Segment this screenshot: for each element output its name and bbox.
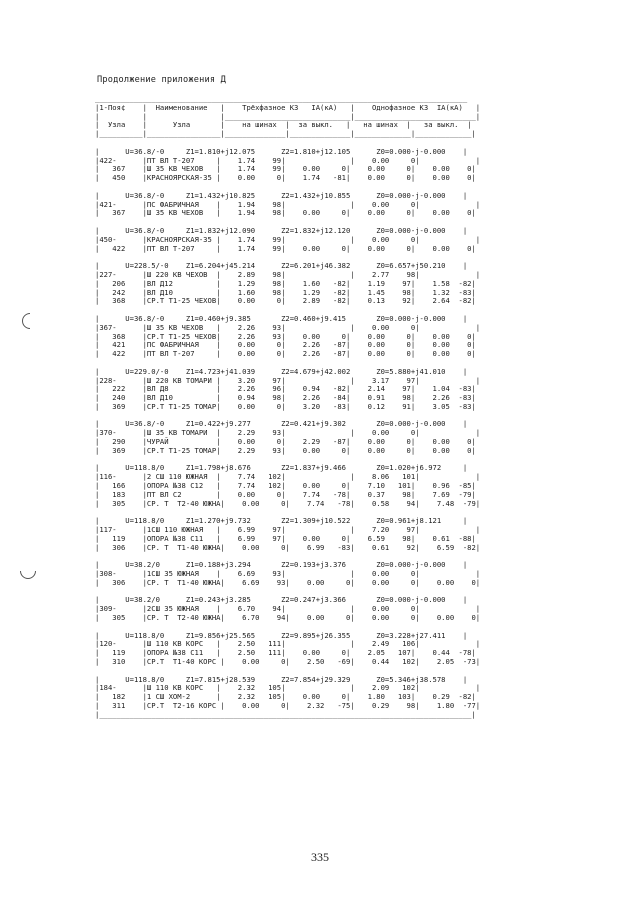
table-line: | 290 |ЧУРАЙ | 0.00 0| 2.29 -87| 0.00 0| 0.00 0|: [95, 437, 476, 447]
page-number: 335: [311, 850, 329, 864]
table-line: | 450 |КРАСНОЯРСКАЯ-35 | 0.00 0| 1.74 -81| 0.00 0| 0.00 0|: [95, 173, 476, 183]
table-line: ______________________________________________________________________________________: [95, 94, 468, 103]
table-line: |117- |1СШ 110 ЮЖНАЯ | 6.99 97| | 7.20 97| |: [95, 525, 481, 535]
table-line: |421- |ПС ФАБРИЧНАЯ | 1.94 98| | 0.00 0| |: [95, 199, 481, 209]
table-line: |367- |Ш 35 КВ ЧЕХОВ | 2.26 93| | 0.00 0| |: [95, 322, 481, 332]
table-line: | U=36.8/-0 Z1=0.460+j9.385 Z2=0.460+j9.415 Z0=0.000-j-0.000 |: [95, 313, 468, 323]
table-line: | U=118.8/0 Z1=9.856+j25.565 Z2=9.895+j26.355 Z0=3.228+j27.411 |: [95, 630, 468, 640]
table-line: | 240 |ВЛ Д10 | 0.94 98| 2.26 -84| 0.91 98| 2.26 -83|: [95, 393, 476, 403]
table-line: | U=36.8/-0 Z1=0.422+j9.277 Z2=0.421+j9.302 Z0=0.000-j-0.000 |: [95, 419, 468, 429]
table-line: |370- |Ш 35 КВ ТОМАРИ | 2.29 93| | 0.00 0| |: [95, 428, 481, 438]
table-line: | U=229.0/-0 Z1=4.723+j41.039 Z2=4.679+j42.002 Z0=5.880+j41.010 |: [95, 366, 468, 376]
table-line: | 367 |Ш 35 КВ ЧЕХОВ | 1.74 99| 0.00 0| 0.00 0| 0.00 0|: [95, 164, 476, 174]
table-line: | 222 |ВЛ Д8 | 2.26 96| 0.94 -82| 2.14 97| 1.04 -83|: [95, 384, 476, 394]
table-line: | 422 |ПТ ВЛ Т-207 | 1.74 99| 0.00 0| 0.00 0| 0.00 0|: [95, 243, 476, 253]
table-line: | 368 |СР.Т Т1-25 ЧЕХОВ| 2.26 93| 0.00 0| 0.00 0| 0.00 0|: [95, 331, 476, 341]
table-line: | 119 |ОПОРА №38 С11 | 2.50 111| 0.00 0| 2.05 107| 0.44 -78|: [95, 648, 476, 658]
table-line: | 206 |ВЛ Д12 | 1.29 98| 1.60 -82| 1.19 97| 1.58 -82|: [95, 278, 476, 288]
table-line: |1-Поя¢ | Наименование | Трёхфазное КЗ IA(кА) | Однофазное КЗ IA(кА) |: [95, 102, 481, 112]
table-line: |422- |ПТ ВЛ Т-207 | 1.74 99| | 0.00 0| |: [95, 155, 481, 165]
table-line: | U=228.5/-0 Z1=6.204+j45.214 Z2=6.201+j46.382 Z0=6.657+j50.210 |: [95, 261, 468, 271]
table-line: |309- |2СШ 35 ЮЖНАЯ | 6.70 94| | 0.00 0| |: [95, 604, 481, 614]
table-line: | U=36.8/-0 Z1=1.810+j12.075 Z2=1.810+j12.105 Z0=0.000-j-0.000 |: [95, 146, 468, 156]
table-line: | 422 |ПТ ВЛ Т-207 | 0.00 0| 2.26 -87| 0.00 0| 0.00 0|: [95, 349, 476, 359]
table-line: |116- |2 СШ 110 ЮЖНАЯ | 7.74 102| | 8.06 101| |: [95, 472, 481, 482]
table-line: | 242 |ВЛ Д10 | 1.60 98| 1.29 -82| 1.45 98| 1.32 -83|: [95, 287, 476, 297]
table-line: | 310 |СР.Т Т1-40 КОРС | 0.00 0| 2.50 -69| 0.44 102| 2.05 -73|: [95, 657, 481, 666]
table-line: | U=36.8/-0 Z1=1.832+j12.090 Z2=1.832+j12.120 Z0=0.000-j-0.000 |: [95, 225, 468, 235]
table-line: | 182 |1 СШ ХОМ-2 | 2.32 105| 0.00 0| 1.80 103| 0.29 -82|: [95, 692, 476, 702]
page-title: Продолжение приложения Д: [97, 75, 226, 85]
table-line: |120- |Ш 110 КВ КОРС | 2.50 111| | 2.49 106| |: [95, 639, 481, 649]
table-line: | U=118.8/0 Z1=1.798+j8.676 Z2=1.837+j9.466 Z0=1.020+j6.972 |: [95, 463, 468, 473]
table-line: | 367 |Ш 35 КВ ЧЕХОВ | 1.94 98| 0.00 0| 0.00 0| 0.00 0|: [95, 208, 476, 218]
table-line: | U=38.2/0 Z1=0.243+j3.285 Z2=0.247+j3.366 Z0=0.000-j-0.000 |: [95, 595, 468, 605]
table-line: | 306 |СР. Т Т1-40 ЮЖНА| 0.00 0| 6.99 -83| 0.61 92| 6.59 -82|: [95, 542, 481, 552]
table-line: | 368 |СР.Т Т1-25 ЧЕХОВ| 0.00 0| 2.89 -82| 0.13 92| 2.64 -82|: [95, 296, 476, 306]
table-line: | U=118.8/0 Z1=7.815+j28.539 Z2=7.854+j29.329 Z0=5.346+j38.578 |: [95, 674, 468, 684]
table-line: | 305 |СР. Т Т2-40 ЮЖНА| 6.70 94| 0.00 0| 0.00 0| 0.00 0|: [95, 613, 481, 623]
table-line: | 311 |СР.Т Т2-16 КОРС | 0.00 0| 2.32 -75| 0.29 98| 1.80 -77|: [95, 700, 481, 710]
short-circuit-table: [95, 95, 480, 720]
table-line: | 305 |СР. Т Т2-40 ЮЖНА| 0.00 0| 7.74 -78| 0.58 94| 7.48 -79|: [95, 498, 481, 508]
punch-hole-mark: [22, 313, 38, 329]
table-line: |184- |Ш 110 КВ КОРС | 2.32 105| | 2.09 102| |: [95, 683, 481, 693]
table-line: | 119 |ОПОРА №38 С11 | 6.99 97| 0.00 0| 6.59 98| 0.61 -88|: [95, 533, 476, 543]
table-line: | 421 |ПС ФАБРИЧНАЯ | 0.00 0| 2.26 -87| 0.00 0| 0.00 0|: [95, 340, 476, 350]
table-line: |227- |Ш 220 КВ ЧЕХОВ | 2.89 98| | 2.77 98| |: [95, 269, 481, 279]
punch-hole-mark: [20, 563, 36, 579]
table-line: |__________|_________________|______________|______________|_____________|_____________|: [95, 129, 476, 139]
table-line: |450- |КРАСНОЯРСКАЯ-35 | 1.74 99| | 0.00 0| |: [95, 234, 481, 244]
table-line: |______________________________________________________________________________________|: [95, 709, 476, 719]
table-line: | 306 |СР. Т Т1-40 ЮЖНА| 6.69 93| 0.00 0| 0.00 0| 0.00 0|: [95, 577, 481, 587]
table-line: | 183 |ПТ ВЛ С2 | 0.00 0| 7.74 -78| 0.37 98| 7.69 -79|: [95, 489, 476, 499]
table-line: | Узла | Узла | на шинах | за выкл. | на шинах | за выкл. |: [95, 120, 472, 130]
table-line: |228- |Ш 220 КВ ТОМАРИ | 3.20 97| | 3.17 97| |: [95, 375, 481, 385]
table-line: | U=118.8/0 Z1=1.270+j9.732 Z2=1.309+j10.522 Z0=0.961+j8.121 |: [95, 516, 468, 526]
table-line: | U=36.8/-0 Z1=1.432+j10.825 Z2=1.432+j10.855 Z0=0.000-j-0.000 |: [95, 190, 468, 200]
table-line: | | |_____________________________|____________________________|: [95, 111, 481, 121]
table-line: |308- |1СШ 35 ЮЖНАЯ | 6.69 93| | 0.00 0| |: [95, 569, 481, 579]
table-line: | 369 |СР.Т Т1-25 ТОМАР| 0.00 0| 3.20 -83| 0.12 91| 3.05 -83|: [95, 401, 476, 411]
table-line: | U=38.2/0 Z1=0.188+j3.294 Z2=0.193+j3.376 Z0=0.000-j-0.000 |: [95, 560, 468, 570]
table-line: | 369 |СР.Т Т1-25 ТОМАР| 2.29 93| 0.00 0| 0.00 0| 0.00 0|: [95, 445, 476, 455]
table-line: | 166 |ОПОРА №38 С12 | 7.74 102| 0.00 0| 7.10 101| 0.96 -85|: [95, 481, 476, 491]
